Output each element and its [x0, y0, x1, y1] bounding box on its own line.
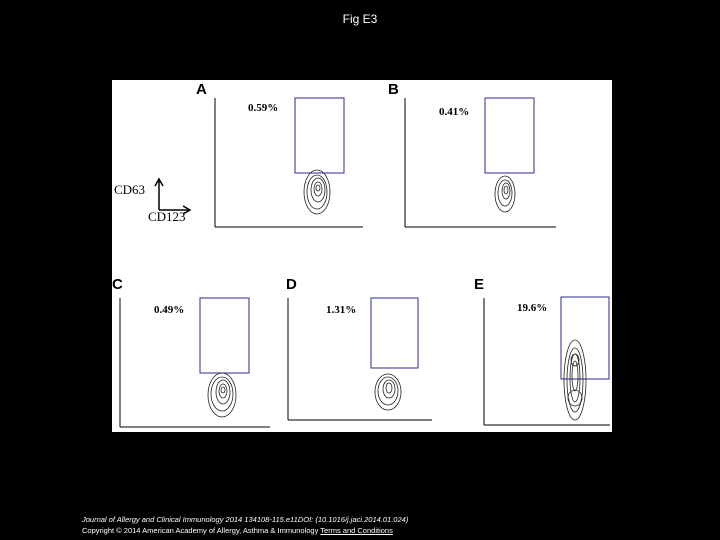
- gate-percent-b: 0.41%: [439, 106, 470, 118]
- flow-cytometry-figure: [112, 80, 612, 432]
- gate-percent-d: 1.31%: [326, 304, 357, 316]
- plot-panel-e: [484, 297, 610, 425]
- gate-percent-a: 0.59%: [248, 102, 279, 114]
- plot-panel-b: [405, 98, 556, 227]
- panel-letter-b: B: [388, 81, 399, 98]
- panel-letter-e: E: [474, 276, 485, 293]
- panel-letter-c: C: [112, 276, 123, 293]
- panel-letter-a: A: [196, 81, 207, 98]
- gate-percent-e: 19.6%: [517, 302, 548, 314]
- figure-canvas: [112, 80, 612, 432]
- plot-panel-c: [120, 298, 270, 427]
- plot-panel-a: [215, 98, 363, 227]
- slide-footer: [82, 514, 408, 536]
- y-axis-label-cd63: CD63: [114, 182, 146, 197]
- journal-citation: Journal of Allergy and Clinical Immunology 2014 134108-115.e11DOI: (10.1016/j.jaci.2014.01.024): [82, 515, 409, 524]
- gate-percent-c: 0.49%: [154, 304, 185, 316]
- copyright-line: [82, 525, 408, 536]
- terms-and-conditions-link[interactable]: Terms and Conditions: [320, 526, 393, 535]
- axis-legend: [114, 179, 190, 224]
- slide-title: Fig E3: [342, 12, 378, 26]
- plot-panel-d: [288, 298, 432, 420]
- x-axis-label-cd123: CD123: [148, 209, 186, 224]
- panel-letter-d: D: [286, 276, 297, 293]
- copyright-text: Copyright © 2014 American Academy of Allergy, Asthma & Immunology: [82, 526, 319, 535]
